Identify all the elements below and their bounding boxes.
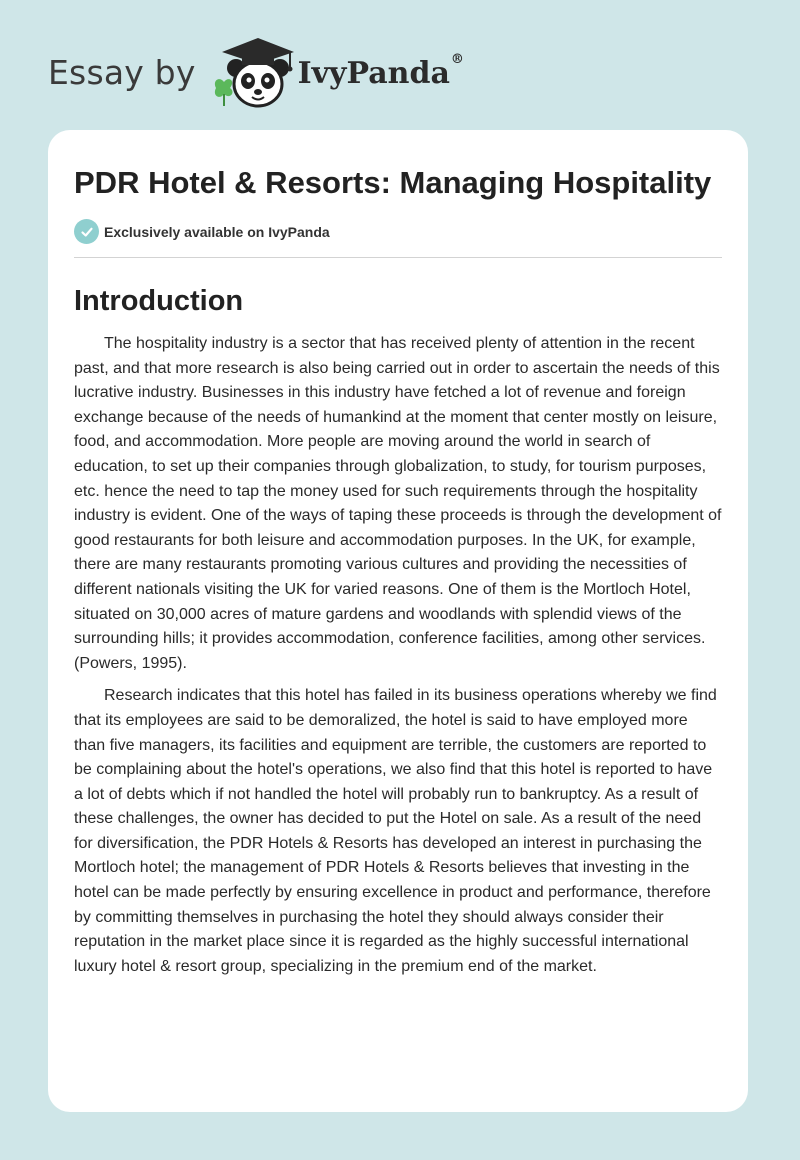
checkmark-icon: [74, 219, 99, 244]
page-title: PDR Hotel & Resorts: Managing Hospitality: [74, 165, 712, 200]
paragraph: Research indicates that this hotel has failed in its business operations whereby we find that its employees are said to be demoralized, the hotel is said to have employed more than five managers, its facilities and equipment are terrible, the customers are reported to be complaining about the hotel's operations, we also find that this hotel is reported to have a lot of debts which if not handled the hotel will probably run to bankruptcy. As a result of these challenges, the owner has decided to put the Hotel on sale. As a result of the need for diversification, the PDR Hotels & Resorts has developed an interest in purchasing the Mortloch hotel; the management of PDR Hotels & Resorts believes that investing in the hotel can be made perfectly by ensuring excellence in product and performance, therefore by committing themselves in purchasing the hotel they should always consider their reputation in the market place since it is regarded as the highly successful international luxury hotel & resort group, specializing in the premium end of the market.: [74, 687, 717, 975]
exclusive-badge: [74, 219, 722, 244]
paragraph: The hospitality industry is a sector that has received plenty of attention in the recent past, and that more research is also being carried out in order to ascertain the needs of this lucrative industry. Businesses in this industry have fetched a lot of revenue and foreign exchange because of the needs of humankind at the moment that center mostly on leisure, food, and accommodation. More people are moving around the world in search of education, to set up their companies through globalization, to study, for tourism purposes, etc. hence the need to tap the money used for such requirements through the hospitality industry is evident. One of the ways of taping these proceeds is through the development of good restaurants for both leisure and accommodation purposes. In the UK, for example, there are many restaurants promoting various cultures and providing the necessities of different nationals visiting the UK for varied reasons. One of them is the Mortloch Hotel, situated on 30,000 acres of mature gardens and woodlands with splendid views of the surrounding hills; it provides accommodation, conference facilities, among other services. (Powers, 1995).: [74, 335, 722, 672]
panda-graduate-icon[interactable]: [210, 34, 296, 110]
brand-name[interactable]: IvyPanda®: [297, 51, 464, 91]
site-header: [48, 34, 464, 110]
section-heading: Introduction: [74, 285, 244, 317]
essay-card: [48, 130, 748, 1112]
essay-by-label: Essay by: [48, 52, 196, 92]
registered-mark: ®: [450, 51, 464, 67]
exclusive-badge-label: Exclusively available on IvyPanda: [104, 223, 330, 240]
divider: [74, 257, 722, 258]
